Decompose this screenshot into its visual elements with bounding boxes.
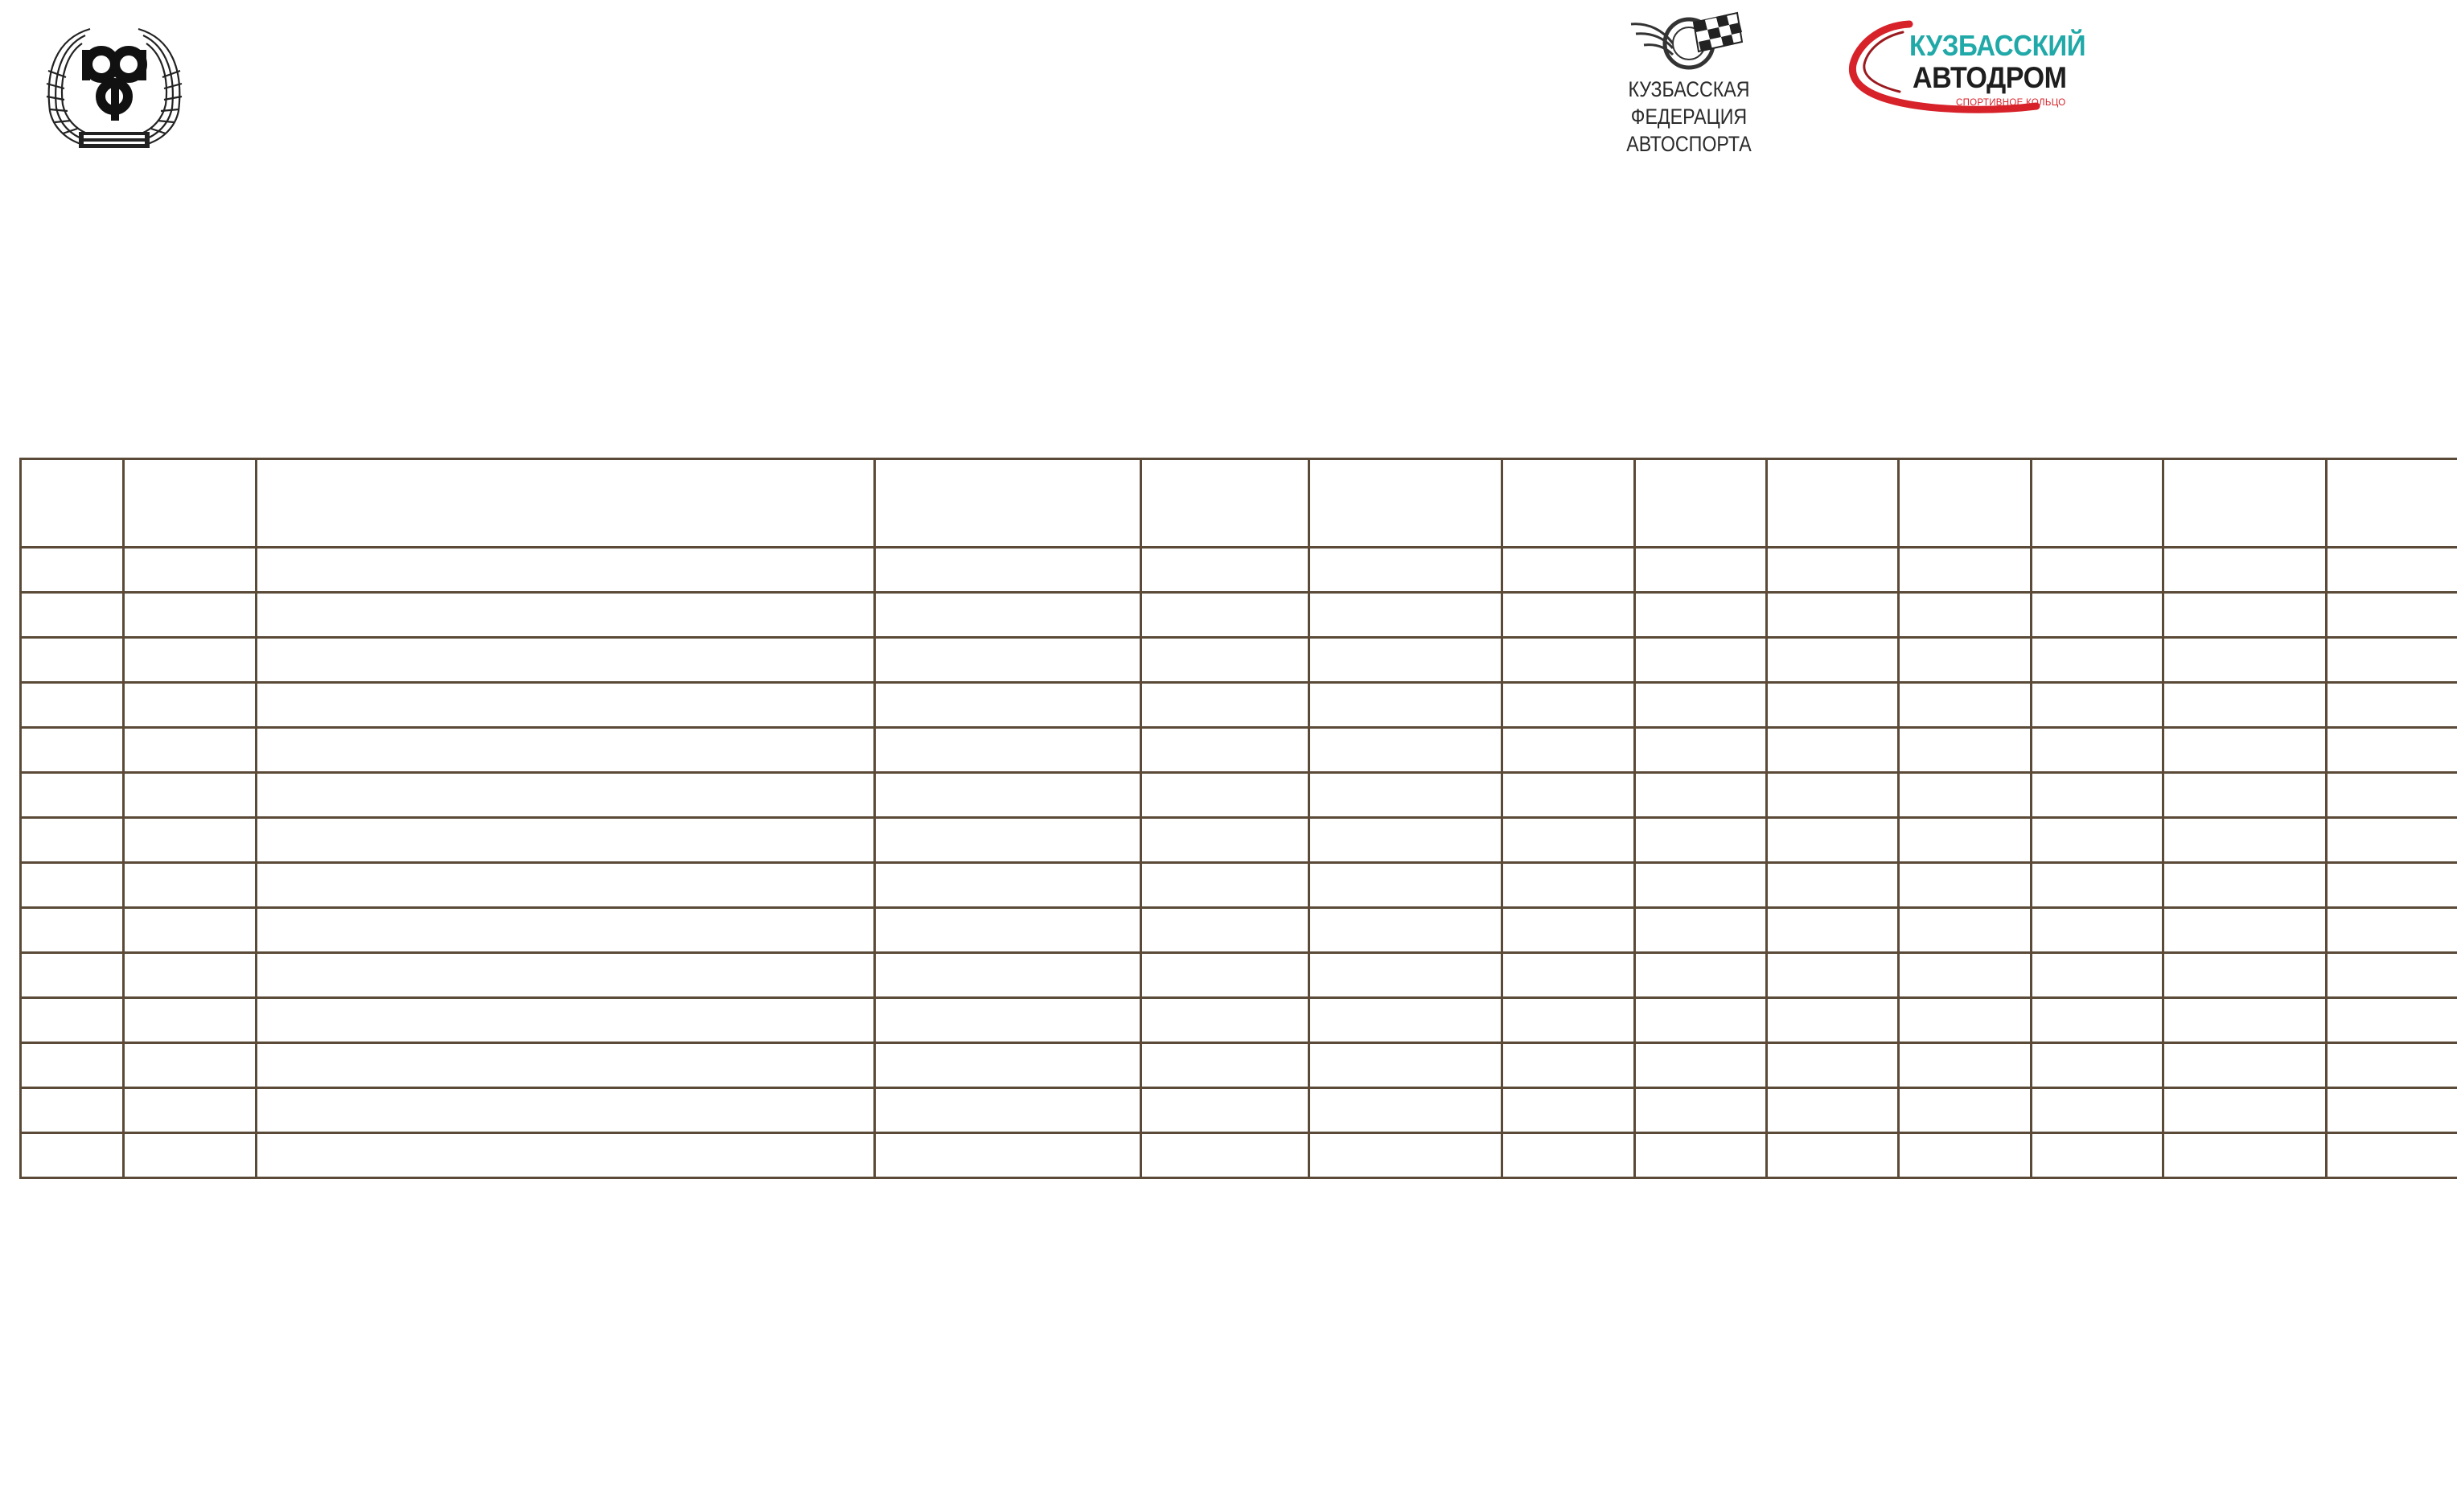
table-cell [1309, 728, 1502, 773]
table-row [21, 683, 2457, 728]
table-cell [1899, 863, 2031, 908]
table-cell [1634, 1088, 1766, 1133]
table-cell [2326, 1088, 2457, 1133]
table-cell [875, 863, 1141, 908]
table-cell [1502, 998, 1634, 1043]
autodrom-line2: АВТОДРОМ [1913, 61, 2067, 94]
table-cell [21, 683, 124, 728]
table-row [21, 908, 2457, 953]
table-cell [124, 1088, 256, 1133]
table-cell [2163, 863, 2326, 908]
table-cell [1899, 773, 2031, 818]
table-cell [2163, 1043, 2326, 1088]
table-cell [1309, 863, 1502, 908]
table-cell [256, 593, 875, 638]
table-row [21, 953, 2457, 998]
autodrom-line3: СПОРТИВНОЕ КОЛЬЦО [1956, 98, 2066, 108]
table-cell [2031, 953, 2163, 998]
table-cell [1502, 863, 1634, 908]
table-cell [21, 1088, 124, 1133]
autodrom-line1: КУЗБАССКИЙ [1909, 29, 2086, 62]
table-cell [1141, 998, 1309, 1043]
table-cell [1766, 998, 1898, 1043]
table-cell [1141, 593, 1309, 638]
table-cell [124, 1043, 256, 1088]
table-cell [124, 728, 256, 773]
table-cell [124, 953, 256, 998]
table-cell [21, 1133, 124, 1178]
table-cell [256, 773, 875, 818]
table-cell [1899, 998, 2031, 1043]
table-cell [875, 908, 1141, 953]
table-cell [2031, 593, 2163, 638]
table-cell [1502, 818, 1634, 863]
table-cell [256, 1133, 875, 1178]
table-cell [1899, 638, 2031, 683]
table-cell [1634, 1133, 1766, 1178]
table-cell [1141, 638, 1309, 683]
table-cell [2031, 818, 2163, 863]
table-cell [2031, 638, 2163, 683]
table-cell [1502, 548, 1634, 593]
table-cell [124, 998, 256, 1043]
table-cell [1141, 548, 1309, 593]
table-cell [1309, 818, 1502, 863]
table-cell [1309, 683, 1502, 728]
table-cell [1899, 1088, 2031, 1133]
table-cell [2031, 1133, 2163, 1178]
table-cell [1766, 953, 1898, 998]
table-header-cell [1766, 459, 1898, 548]
table-cell [1502, 683, 1634, 728]
results-table-body [21, 459, 2457, 1178]
table-cell [1899, 593, 2031, 638]
table-row [21, 728, 2457, 773]
table-cell [21, 728, 124, 773]
table-row [21, 998, 2457, 1043]
table-cell [875, 683, 1141, 728]
table-cell [2031, 998, 2163, 1043]
table-cell [1766, 1043, 1898, 1088]
table-cell [1502, 638, 1634, 683]
table-cell [1634, 728, 1766, 773]
table-cell [1634, 998, 1766, 1043]
table-cell [875, 773, 1141, 818]
table-cell [124, 773, 256, 818]
table-cell [1899, 908, 2031, 953]
table-cell [1899, 818, 2031, 863]
table-header-cell [1634, 459, 1766, 548]
table-cell [2163, 1088, 2326, 1133]
table-cell [21, 593, 124, 638]
table-cell [1766, 728, 1898, 773]
table-cell [2326, 593, 2457, 638]
table-cell [256, 818, 875, 863]
table-header-cell [2326, 459, 2457, 548]
table-cell [21, 773, 124, 818]
table-cell [875, 998, 1141, 1043]
table-row [21, 638, 2457, 683]
table-cell [2326, 998, 2457, 1043]
table-header-cell [1899, 459, 2031, 548]
table-cell [875, 548, 1141, 593]
table-cell [1766, 683, 1898, 728]
table-cell [124, 683, 256, 728]
table-cell [875, 818, 1141, 863]
table-cell [875, 728, 1141, 773]
table-cell [256, 953, 875, 998]
federation-winged-wheel-icon [1625, 8, 1753, 79]
table-header-cell [2031, 459, 2163, 548]
table-cell [2031, 548, 2163, 593]
table-cell [21, 863, 124, 908]
table-cell [875, 638, 1141, 683]
table-cell [2163, 728, 2326, 773]
table-cell [21, 548, 124, 593]
table-cell [1309, 1133, 1502, 1178]
table-cell [21, 953, 124, 998]
table-cell [1899, 683, 2031, 728]
federation-logo-text [1578, 76, 1799, 158]
table-cell [124, 638, 256, 683]
table-cell [2163, 818, 2326, 863]
table-cell [1309, 998, 1502, 1043]
table-row [21, 1043, 2457, 1088]
table-cell [256, 683, 875, 728]
table-cell [1309, 953, 1502, 998]
table-cell [1502, 1133, 1634, 1178]
table-cell [21, 1043, 124, 1088]
table-cell [124, 1133, 256, 1178]
table-cell [2163, 548, 2326, 593]
table-cell [1141, 728, 1309, 773]
table-cell [1899, 953, 2031, 998]
table-cell [2326, 953, 2457, 998]
table-cell [124, 548, 256, 593]
table-header-cell [256, 459, 875, 548]
table-cell [1766, 1133, 1898, 1178]
table-row [21, 773, 2457, 818]
table-cell [1634, 953, 1766, 998]
table-cell [256, 548, 875, 593]
table-header-cell [2163, 459, 2326, 548]
table-cell [1766, 908, 1898, 953]
table-cell [256, 638, 875, 683]
federation-logo [1560, 8, 1818, 156]
table-cell [1766, 593, 1898, 638]
table-cell [1309, 1088, 1502, 1133]
raf-emblem-icon [34, 14, 195, 156]
table-cell [1766, 638, 1898, 683]
table-cell [1766, 773, 1898, 818]
table-cell [875, 1043, 1141, 1088]
table-cell [1309, 908, 1502, 953]
table-cell [1634, 1043, 1766, 1088]
table-cell [2326, 1043, 2457, 1088]
table-cell [1141, 818, 1309, 863]
table-cell [1766, 548, 1898, 593]
table-cell [875, 1133, 1141, 1178]
table-cell [2031, 773, 2163, 818]
table-cell [256, 728, 875, 773]
table-cell [1502, 1088, 1634, 1133]
federation-line2: ФЕДЕРАЦИЯ АВТОСПОРТА [1626, 105, 1752, 156]
table-header-cell [124, 459, 256, 548]
table-cell [1766, 818, 1898, 863]
results-table [19, 458, 2457, 1179]
table-header-cell [1309, 459, 1502, 548]
table-cell [1141, 1043, 1309, 1088]
table-cell [2163, 1133, 2326, 1178]
table-cell [2031, 683, 2163, 728]
table-header-row [21, 459, 2457, 548]
federation-line1: КУЗБАССКАЯ [1628, 77, 1750, 101]
table-cell [1309, 773, 1502, 818]
table-row [21, 863, 2457, 908]
table-row [21, 548, 2457, 593]
table-cell [2326, 548, 2457, 593]
table-cell [124, 863, 256, 908]
table-row [21, 1088, 2457, 1133]
table-cell [1766, 1088, 1898, 1133]
table-header-cell [21, 459, 124, 548]
table-cell [21, 818, 124, 863]
table-cell [1899, 728, 2031, 773]
table-header-cell [1502, 459, 1634, 548]
table-cell [1502, 1043, 1634, 1088]
table-row [21, 1133, 2457, 1178]
table-cell [2163, 773, 2326, 818]
table-cell [1309, 548, 1502, 593]
table-cell [1634, 863, 1766, 908]
table-cell [875, 593, 1141, 638]
table-cell [1309, 593, 1502, 638]
table-cell [1141, 863, 1309, 908]
table-cell [2326, 683, 2457, 728]
table-cell [2326, 863, 2457, 908]
table-cell [256, 863, 875, 908]
table-cell [1141, 683, 1309, 728]
table-cell [1502, 593, 1634, 638]
table-cell [2031, 1043, 2163, 1088]
table-cell [2326, 818, 2457, 863]
table-cell [21, 638, 124, 683]
table-cell [256, 1043, 875, 1088]
table-cell [1634, 908, 1766, 953]
table-cell [2031, 908, 2163, 953]
table-cell [1634, 773, 1766, 818]
table-cell [2031, 728, 2163, 773]
table-cell [1141, 1088, 1309, 1133]
table-cell [1634, 548, 1766, 593]
table-cell [2326, 1133, 2457, 1178]
table-cell [2163, 683, 2326, 728]
table-cell [2326, 638, 2457, 683]
table-cell [256, 998, 875, 1043]
table-cell [1141, 953, 1309, 998]
table-cell [2326, 908, 2457, 953]
table-cell [1502, 908, 1634, 953]
table-cell [1634, 683, 1766, 728]
table-cell [124, 818, 256, 863]
table-cell [2031, 863, 2163, 908]
table-cell [1634, 818, 1766, 863]
table-cell [256, 908, 875, 953]
table-cell [2031, 1088, 2163, 1133]
table-cell [2326, 728, 2457, 773]
table-cell [1141, 773, 1309, 818]
table-header-cell [875, 459, 1141, 548]
table-cell [875, 953, 1141, 998]
table-cell [21, 908, 124, 953]
raf-logo [34, 14, 195, 156]
table-cell [1141, 1133, 1309, 1178]
table-cell [1899, 1043, 2031, 1088]
table-cell [1899, 1133, 2031, 1178]
table-cell [124, 908, 256, 953]
table-cell [1502, 953, 1634, 998]
table-cell [1634, 638, 1766, 683]
table-cell [124, 593, 256, 638]
table-header-cell [1141, 459, 1309, 548]
table-cell [2163, 593, 2326, 638]
table-cell [1634, 593, 1766, 638]
table-cell [1502, 728, 1634, 773]
table-row [21, 818, 2457, 863]
table-cell [1309, 1043, 1502, 1088]
table-cell [2163, 908, 2326, 953]
table-cell [1502, 773, 1634, 818]
table-cell [256, 1088, 875, 1133]
table-cell [1309, 638, 1502, 683]
table-cell [21, 998, 124, 1043]
table-row [21, 593, 2457, 638]
table-cell [875, 1088, 1141, 1133]
table-cell [2163, 638, 2326, 683]
table-cell [1899, 548, 2031, 593]
table-cell [1141, 908, 1309, 953]
table-cell [2163, 953, 2326, 998]
autodrom-logo [1847, 18, 2088, 124]
table-cell [2163, 998, 2326, 1043]
table-cell [2326, 773, 2457, 818]
table-cell [1766, 863, 1898, 908]
